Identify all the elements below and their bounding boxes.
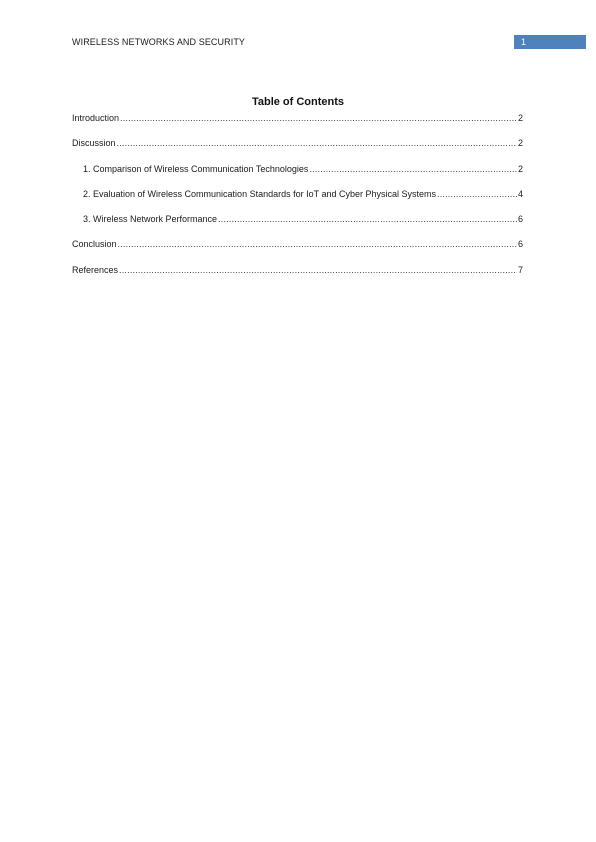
toc-entry-label: References [72,264,119,275]
dot-leader [309,164,517,175]
toc-entry-discussion[interactable] [72,138,523,163]
header-title: WIRELESS NETWORKS AND SECURITY [72,37,246,47]
toc-entry-page: 2 [517,138,523,149]
dot-leader [437,189,517,200]
toc-entry-label: 3. Wireless Network Performance [83,214,218,225]
toc-entry-conclusion[interactable] [72,239,523,264]
toc-entry-page: 2 [517,113,523,123]
toc-entry-label: Discussion [72,138,116,149]
toc-entry-page: 7 [517,264,523,275]
toc-entry-introduction[interactable] [72,113,523,138]
toc-entry-page: 2 [517,163,523,174]
toc-heading: Table of Contents [251,96,345,108]
toc-entry-references[interactable] [72,265,523,290]
dot-leader [119,265,517,276]
dot-leader [120,113,517,124]
dot-leader [218,214,517,225]
dot-leader [118,239,517,250]
toc-entry-page: 6 [517,214,523,225]
toc-entry-page: 4 [517,188,523,199]
toc-entry-page: 6 [517,239,523,250]
toc-entry-label: Introduction [72,113,120,123]
page-number-badge: 1 [514,35,586,49]
toc-entry-comparison[interactable] [72,164,523,189]
toc-entry-label: Conclusion [72,239,117,250]
toc-entry-label: 2. Evaluation of Wireless Communication Standards for IoT and Cyber Physical Systems [83,188,436,199]
table-of-contents [72,113,523,290]
dot-leader [117,138,517,149]
toc-entry-evaluation[interactable] [72,189,523,214]
toc-entry-performance[interactable] [72,214,523,239]
toc-entry-label: 1. Comparison of Wireless Communication Technologies [83,163,309,174]
